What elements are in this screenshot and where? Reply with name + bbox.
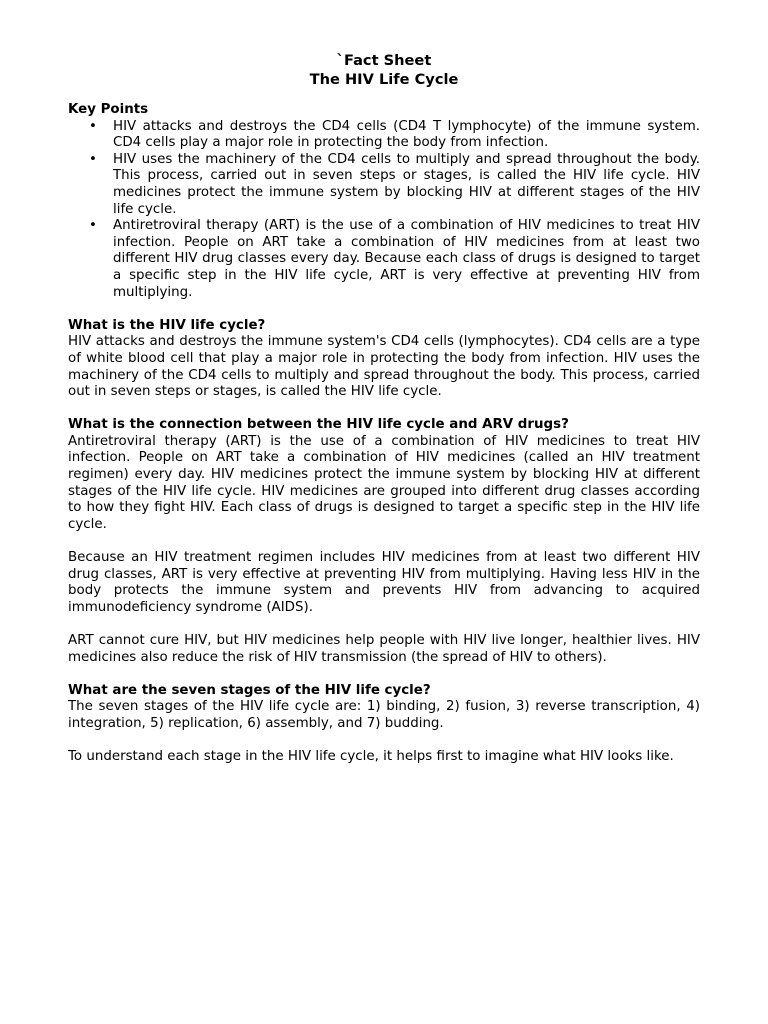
section-paragraph: The seven stages of the HIV life cycle are: 1) binding, 2) fusion, 3) reverse transcription, 4) integration, 5) replication, 6) assembly, and 7) budding.	[68, 699, 700, 731]
bullet-icon: •	[89, 218, 97, 234]
key-point-text: HIV uses the machinery of the CD4 cells to multiply and spread throughout the body. This process, carried out in seven steps or stages, is called the HIV life cycle. HIV medicines protect the immune system by blocking HIV at different stages of the HIV life cycle.	[113, 151, 700, 217]
document-title-line2: The HIV Life Cycle	[309, 71, 459, 88]
key-points-heading: Key Points	[68, 102, 149, 117]
section-paragraph: HIV attacks and destroys the immune system's CD4 cells (lymphocytes). CD4 cells are a type of white blood cell that play a major role in protecting the body from infection. HIV uses the machinery of the CD4 cells to multiply and spread throughout the body. This process, carried out in seven steps or stages, is called the HIV life cycle.	[68, 334, 700, 400]
section-paragraph: To understand each stage in the HIV life cycle, it helps first to imagine what HIV looks like.	[68, 749, 674, 765]
document-title-line1: `Fact Sheet	[336, 52, 432, 69]
key-point-text: HIV attacks and destroys the CD4 cells (CD4 T lymphocyte) of the immune system. CD4 cells play a major role in protecting the body from infection.	[113, 118, 700, 151]
section-paragraph: Because an HIV treatment regimen includes HIV medicines from at least two different HIV drug classes, ART is very effective at preventing HIV from multiplying. Having less HIV in the body protects the immune system and prevents HIV from advancing to acquired immunodeficiency syndrome (AIDS).	[68, 550, 700, 615]
key-point-item	[89, 218, 700, 301]
bullet-icon: •	[89, 118, 97, 134]
document-page	[68, 51, 700, 766]
section-heading-arv-connection: What is the connection between the HIV life cycle and ARV drugs?	[68, 417, 569, 433]
section-paragraph: ART cannot cure HIV, but HIV medicines help people with HIV live longer, healthier lives. HIV medicines also reduce the risk of HIV transmission (the spread of HIV to others).	[68, 633, 700, 665]
section-paragraph: Antiretroviral therapy (ART) is the use of a combination of HIV medicines to treat HIV infection. People on ART take a combination of HIV medicines (called an HIV treatment regimen) every day. HIV medicines protect the immune system by blocking HIV at different stages of the HIV life cycle. HIV medicines are grouped into different drug classes according to how they fight HIV. Each class of drugs is designed to target a specific step in the HIV life cycle.	[68, 433, 700, 532]
key-point-item	[89, 151, 700, 218]
key-points-list	[68, 119, 700, 302]
section-heading-life-cycle: What is the HIV life cycle?	[68, 317, 266, 333]
section-heading-seven-stages: What are the seven stages of the HIV life cycle?	[68, 682, 431, 698]
bullet-icon: •	[89, 151, 97, 167]
key-point-text: Antiretroviral therapy (ART) is the use of a combination of HIV medicines to treat HIV infection. People on ART take a combination of HIV medicines from at least two different HIV drug classes every day. Because each class of drugs is designed to target a specific step in the HIV life cycle, ART is very effective at preventing HIV from multiplying.	[113, 218, 700, 300]
key-point-item	[89, 118, 700, 152]
